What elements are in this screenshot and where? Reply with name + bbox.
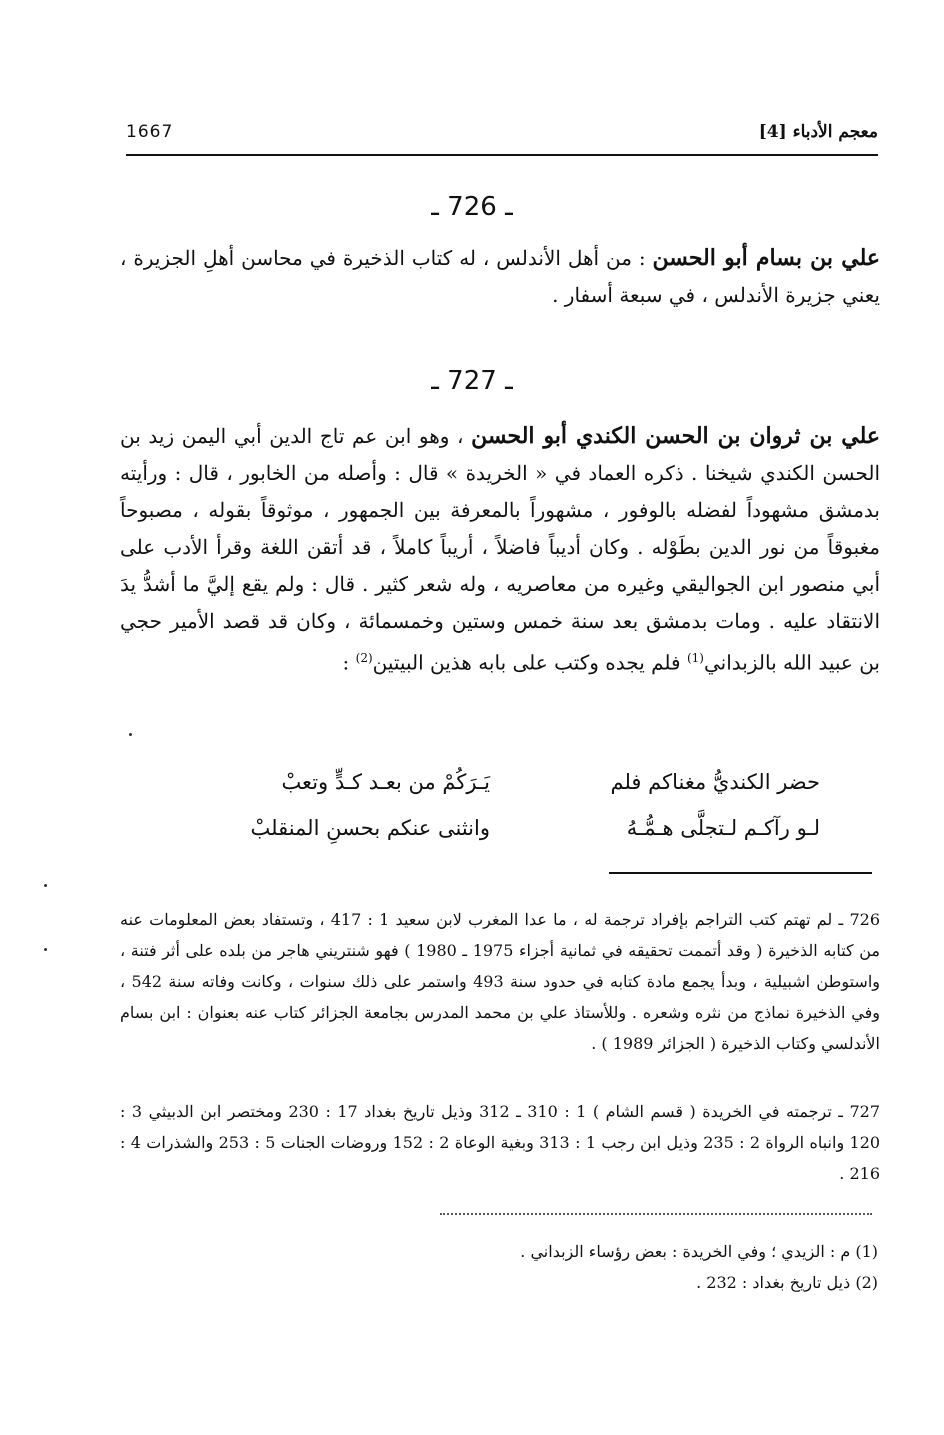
footnotes-divider <box>440 1213 872 1215</box>
margin-speck <box>129 733 132 736</box>
footnotes <box>300 1236 878 1298</box>
running-title: معجم الأدباء [4] <box>758 122 878 142</box>
entry-727-body-3: : <box>342 650 356 675</box>
entry-726-text <box>120 240 880 314</box>
poem-hemistich-second: يَـرَكُمْ من بعـد كـدٍّ وتعبْ <box>281 770 490 794</box>
poem-hemistich-first: حضر الكنديُّ مغناكم فلم <box>610 770 820 794</box>
source-note-726: 726 ـ لم تهتم كتب التراجم بإفراد ترجمة له ، ما عدا المغرب لابن سعيد 1 : 417 ، وتستفاد بعض المعلومات عنه من كتابه الذخيرة ( وقد أتممت تحقيقه في ثمانية أجزاء 1975 ـ 1980 ) فهو شنتريني هاجر من بلده على أثر فتنة ، واستوطن اشبيلية ، وبدأ يجمع مادة كتابه في حدود سنة 493 واستمر على ذلك سنوات ، وكانت وفاته سنة 542 ، وفي الذخيرة نماذج من نثره وشعره . وللأستاذ علي بن محمد المدرس بجامعة الجزائر كتاب عنه بعنوان : ابن بسام الأندلسي وكتاب الذخيرة ( الجزائر 1989 ) . <box>120 910 881 1053</box>
entry-727-body: ، وهو ابن عم تاج الدين أبي اليمن زيد بن الحسن الكندي شيخنا . ذكره العماد في « الخريدة » قال : وأصله من الخابور ، قال : ورأيته بدمشق مشهوداً لفضله بالوفور ، مشهوراً بالمعرفة بين الجمهور ، موثوقاً بقوله ، مصبوحاً مغبوقاً من نور الدين بطَوْله . وكان أديباً فاضلاً ، أريباً كاملاً ، قد أتقن اللغة وقرأ الأدب على أبي منصور ابن الجواليقي وغيره من معاصريه ، وله شعر كثير . قال : ولم يقع إليَّ ما أشدُّ يدَ الانتقاد عليه . ومات بدمشق بعد سنة خمس وستين وخمسمائة ، وكان قد قصد الأمير حجي بن عبيد الله بالزبداني <box>120 424 880 675</box>
poem-verse <box>190 770 820 816</box>
margin-speck <box>44 948 47 951</box>
entry-727-name: علي بن ثروان بن الحسن الكندي أبو الحسن <box>471 423 880 449</box>
poem <box>190 770 820 862</box>
footnote-2: (2) ذيل تاريخ بغداد : 232 . <box>696 1273 878 1292</box>
notes-divider <box>609 872 872 874</box>
entry-727-text <box>120 418 880 682</box>
poem-verse <box>190 816 820 862</box>
page-header <box>126 120 878 156</box>
entry-727-body-2: فلم يجده وكتب على بابه هذين البيتين <box>372 650 687 675</box>
footnote-ref-1: (1) <box>686 651 704 665</box>
margin-speck <box>44 884 47 887</box>
footnote-ref-2: (2) <box>355 651 373 665</box>
entry-number-726: ـ 726 ـ <box>431 192 513 222</box>
poem-hemistich-first: لـو رآكـم لـتجلَّى هـمُّـهُ <box>626 816 820 840</box>
poem-hemistich-second: وانثنى عنكم بحسنِ المنقلبْ <box>250 816 490 840</box>
source-note-727: 727 ـ ترجمته في الخريدة ( قسم الشام ) 1 : 310 ـ 312 وذيل تاريخ بغداد 17 : 230 ومختصر ابن الدبيثي 3 : 120 وانباه الرواة 2 : 235 وذيل ابن رجب 1 : 313 وبغية الوعاة 2 : 152 وروضات الجنات 5 : 253 والشذرات 4 : 216 . <box>120 1102 881 1183</box>
entry-726-body: : من أهل الأندلس ، له كتاب الذخيرة في محاسن أهلِ الجزيرة ، يعني جزيرة الأندلس ، في سبعة أسفار . <box>120 246 880 307</box>
footnote-1: (1) م : الزيدي ؛ وفي الخريدة : بعض رؤساء الزبداني . <box>520 1242 878 1261</box>
page-number: 1667 <box>126 122 174 142</box>
entry-number-727: ـ 727 ـ <box>431 366 513 396</box>
entry-726-name: علي بن بسام أبو الحسن <box>652 245 881 271</box>
